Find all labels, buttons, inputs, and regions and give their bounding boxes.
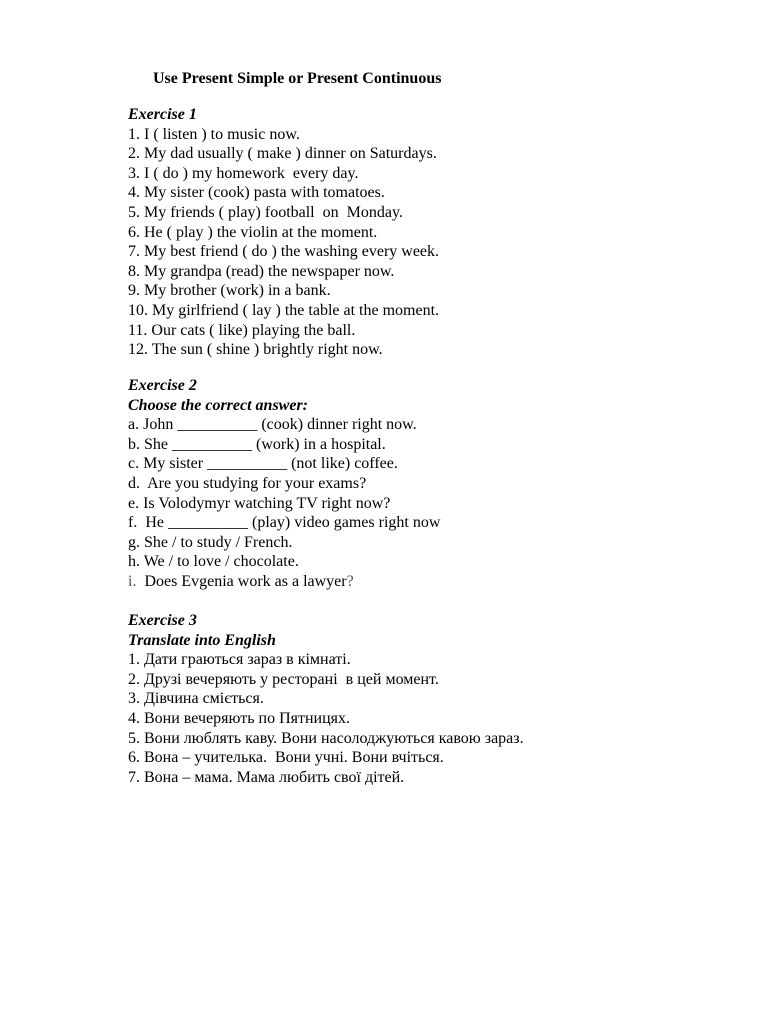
exercise-3: [128, 611, 524, 787]
exercise-1-item: 12. The sun ( shine ) brightly right now.: [128, 341, 383, 359]
exercise-1-heading: Exercise 1: [128, 106, 197, 123]
exercise-1-item: 8. My grandpa (read) the newspaper now.: [128, 262, 395, 280]
exercise-2-item: f. He __________ (play) video games right now: [128, 514, 441, 532]
exercise-1-item: 11. Our cats ( like) playing the ball.: [128, 321, 356, 339]
exercise-2-item: b. She __________ (work) in a hospital.: [128, 435, 386, 453]
exercise-3-item: 7. Вона – мама. Мама любить свої дітей.: [128, 768, 405, 786]
exercise-3-item: 1. Дати граються зараз в кімнаті.: [128, 651, 351, 669]
exercise-3-heading: Exercise 3: [128, 612, 197, 629]
exercise-3-instructions: Translate into English: [128, 631, 276, 649]
exercise-3-item: 6. Вона – учителька. Вони учні. Вони вчіться.: [128, 749, 444, 767]
exercise-2-instructions: Choose the correct answer:: [128, 396, 308, 414]
exercise-3-item: 5. Вони люблять каву. Вони насолоджуються кавою зараз.: [128, 729, 524, 747]
exercise-2-item-last-text: Does Evgenia work as a lawyer: [136, 572, 347, 590]
exercise-1: [128, 105, 439, 360]
exercise-1-item: 1. I ( listen ) to music now.: [128, 125, 300, 143]
exercise-2-item: e. Is Volodymyr watching TV right now?: [128, 494, 391, 512]
exercise-3-item: 4. Вони вечеряють по Пятницях.: [128, 709, 351, 727]
exercise-2-item: d. Are you studying for your exams?: [128, 474, 367, 492]
exercise-1-item: 3. I ( do ) my homework every day.: [128, 164, 359, 182]
exercise-1-item: 2. My dad usually ( make ) dinner on Saturdays.: [128, 145, 437, 163]
exercise-2-item: c. My sister __________ (not like) coffee.: [128, 455, 398, 473]
exercise-2-heading: Exercise 2: [128, 377, 197, 394]
exercise-2-item-last-prefix: i.: [128, 572, 137, 590]
exercise-2: [128, 376, 440, 592]
exercise-1-item: 5. My friends ( play) football on Monday.: [128, 203, 403, 221]
exercise-3-item: 2. Друзі вечеряють у ресторані в цей момент.: [128, 670, 439, 688]
exercise-1-item: 10. My girlfriend ( lay ) the table at the moment.: [128, 301, 440, 319]
exercise-2-item: a. John __________ (cook) dinner right now.: [128, 416, 417, 434]
exercise-1-item: 7. My best friend ( do ) the washing every week.: [128, 243, 440, 261]
exercise-3-item: 3. Дівчина сміється.: [128, 690, 264, 708]
exercise-2-item-last-mark: ?: [346, 572, 354, 590]
page-title: Use Present Simple or Present Continuous: [153, 70, 442, 87]
exercise-2-item-last: [128, 572, 440, 592]
exercise-1-item: 6. He ( play ) the violin at the moment.: [128, 223, 378, 241]
exercise-2-item: h. We / to love / chocolate.: [128, 553, 299, 571]
exercise-2-item: g. She / to study / French.: [128, 533, 293, 551]
exercise-1-item: 9. My brother (work) in a bank.: [128, 282, 331, 300]
exercise-1-item: 4. My sister (cook) pasta with tomatoes.: [128, 184, 385, 202]
